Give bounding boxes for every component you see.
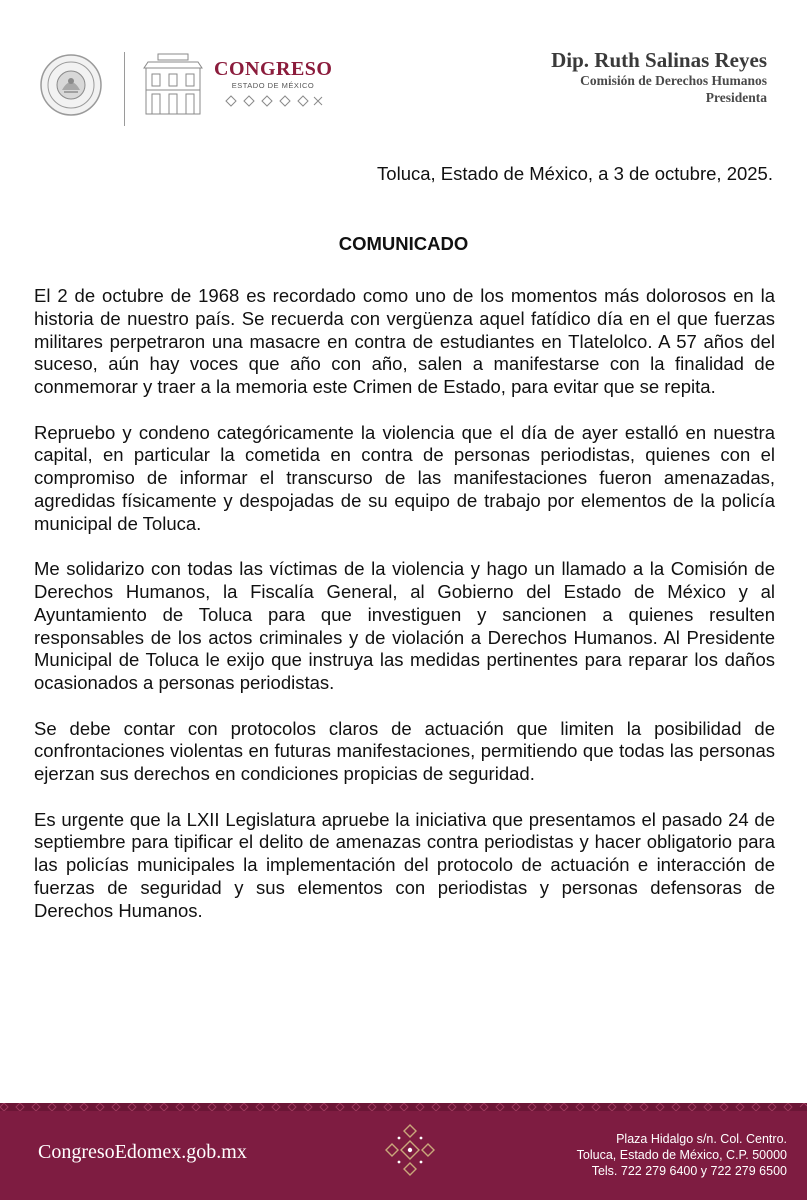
header-divider <box>124 52 125 126</box>
paragraph: El 2 de octubre de 1968 es recordado como uno de los momentos más dolorosos en la historia de nuestro país. Se recuerda con vergüenza aquel fatídico día en el que fuerzas militares perpetraron una masacre en contra de estudiantes en Tlatelolco. A 57 años del suceso, aún hay voces que año con año, salen a manifestarse con la finalidad de conmemorar y traer a la memoria este Crimen de Estado, para evitar que se repita. <box>34 285 775 398</box>
footer <box>0 1103 807 1200</box>
address-line: Toluca, Estado de México, C.P. 50000 <box>576 1148 787 1162</box>
legislature-seal-icon <box>40 54 102 116</box>
congreso-title: CONGRESO <box>214 58 333 80</box>
paragraph: Repruebo y condeno categóricamente la violencia que el día de ayer estalló en nuestra capital, en particular la cometida en contra de personas periodistas, quienes con el compromiso de informar el transcurso de las manifestaciones fueron amenazadas, agredidas físicamente y despojadas de su equipo de trabajo por elementos de la policía municipal de Toluca. <box>34 421 775 534</box>
address-line: Plaza Hidalgo s/n. Col. Centro. <box>616 1132 787 1146</box>
footer-website[interactable]: CongresoEdomex.gob.mx <box>38 1141 247 1163</box>
address-line: Tels. 722 279 6400 y 722 279 6500 <box>591 1164 787 1178</box>
paragraph: Me solidarizo con todas las víctimas de la violencia y hago un llamado a la Comisión de Derechos Humanos, la Fiscalía General, al Gobierno del Estado de México y al Ayuntamiento de Toluca para que investiguen y sancionen a quienes resulten responsables de los actos criminales y de violación a Derechos Humanos. Al Presidente Municipal de Toluca le exijo que instruya las medidas pertinentes para reparar los daños ocasionados a personas periodistas. <box>34 558 775 694</box>
letterhead <box>0 0 807 150</box>
document-date: Toluca, Estado de México, a 3 de octubre, 2025. <box>377 163 773 184</box>
deputy-block <box>551 48 767 106</box>
footer-address <box>577 1131 787 1179</box>
document-title: COMUNICADO <box>338 233 469 254</box>
document-body <box>34 285 775 945</box>
deputy-name: Dip. Ruth Salinas Reyes <box>551 48 767 72</box>
paragraph: Es urgente que la LXII Legislatura apruebe la iniciativa que presentamos el pasado 24 de septiembre para tipificar el delito de amenazas contra periodistas y hacer obligatorio para las policías municipales la implementación del protocolo de actuación e interacción de fuerzas de seguridad y sus elementos con periodistas y personas defensoras de Derechos Humanos. <box>34 808 775 921</box>
paragraph: Se debe contar con protocolos claros de actuación que limiten la posibilidad de confrontaciones violentas en futuras manifestaciones, permitiendo que todas las personas ejerzan sus derechos en condiciones propicias de seguridad. <box>34 717 775 785</box>
footer-emblem-icon <box>384 1121 436 1179</box>
deputy-position: Presidenta <box>705 90 767 105</box>
footer-pattern-band <box>0 1103 807 1111</box>
congreso-logo <box>214 58 332 113</box>
building-icon <box>138 50 208 118</box>
congreso-subtitle: ESTADO DE MÉXICO <box>231 81 315 90</box>
deputy-commission: Comisión de Derechos Humanos <box>580 73 767 88</box>
diamond-ornament-icon <box>214 94 332 108</box>
